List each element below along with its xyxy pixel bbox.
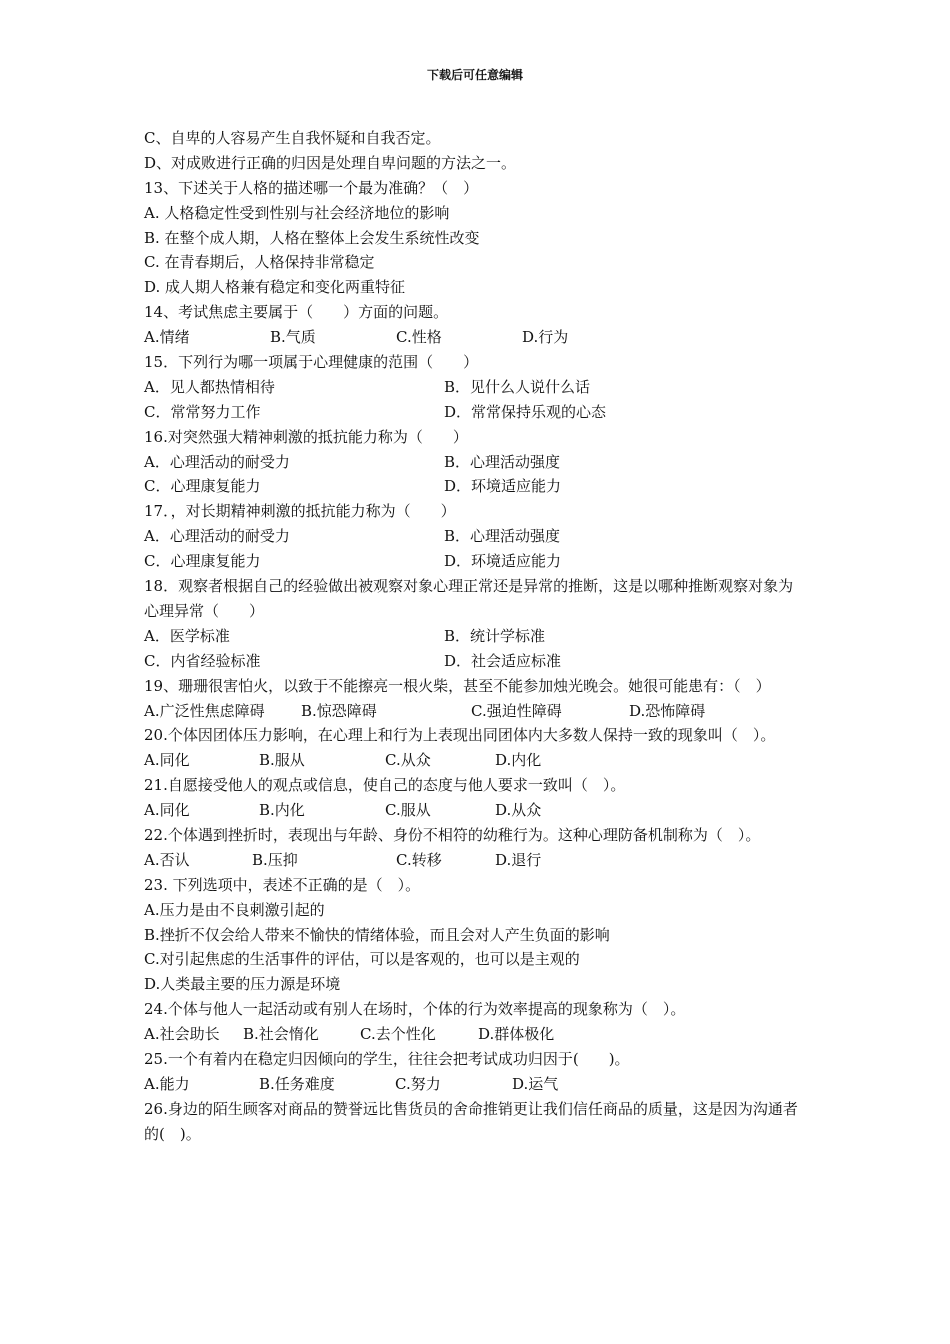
q20-option-b: B.服从 <box>259 751 305 770</box>
q16-option-a: A．心理活动的耐受力 <box>144 452 290 471</box>
q17-option-a: A．心理活动的耐受力 <box>144 527 290 546</box>
q25-option-c: C.努力 <box>395 1074 441 1093</box>
q16-option-d: D．环境适应能力 <box>444 477 562 496</box>
q16-options-row-2 <box>144 474 808 499</box>
q14-option-c: C.性格 <box>396 328 442 347</box>
q23-option-c: C.对引起焦虑的生活事件的评估，可以是客观的，也可以是主观的 <box>144 950 580 969</box>
statement-d: D、对成败进行正确的归因是处理自卑问题的方法之一。 <box>144 153 517 172</box>
q24-options <box>144 1022 808 1047</box>
q21-option-c: C.服从 <box>385 801 431 820</box>
q25-options <box>144 1072 808 1097</box>
question-26: 26.身边的陌生顾客对商品的赞誉远比售货员的舍命推销更让我们信任商品的质量，这是因为沟通者的( )。 <box>144 1099 798 1143</box>
q22-option-a: A.否认 <box>144 850 190 869</box>
q22-options <box>144 848 808 873</box>
q16-option-c: C．心理康复能力 <box>144 477 261 496</box>
question-18: 18．观察者根据自己的经验做出被观察对象心理正常还是异常的推断，这是以哪种推断观察对象为心理异常（ ） <box>144 577 794 620</box>
q25-option-b: B.任务难度 <box>259 1074 335 1093</box>
q21-option-d: D.从众 <box>495 801 542 820</box>
q18-option-d: D．社会适应标准 <box>444 651 562 670</box>
question-16: 16.对突然强大精神刺激的抵抗能力称为（ ） <box>144 427 468 446</box>
q23-option-d: D.人类最主要的压力源是环境 <box>144 975 341 994</box>
q25-option-d: D.运气 <box>512 1074 559 1093</box>
question-23: 23. 下列选项中，表述不正确的是（ ）。 <box>144 875 421 894</box>
q21-option-b: B.内化 <box>259 801 305 820</box>
q18-option-a: A．医学标准 <box>144 626 230 645</box>
q19-option-d: D.恐怖障碍 <box>629 701 706 720</box>
q16-option-b: B．心理活动强度 <box>444 452 561 471</box>
q19-option-b: B.惊恐障碍 <box>301 701 377 720</box>
q22-option-c: C.转移 <box>396 850 442 869</box>
q15-option-c: C．常常努力工作 <box>144 402 261 421</box>
q18-option-b: B．统计学标准 <box>444 626 546 645</box>
q20-option-a: A.同化 <box>144 751 190 770</box>
q21-options <box>144 798 808 823</box>
q22-option-d: D.退行 <box>495 850 542 869</box>
q14-options <box>144 325 808 350</box>
statement-c: C、自卑的人容易产生自我怀疑和自我否定。 <box>144 129 441 147</box>
document-body <box>144 126 808 1147</box>
q14-option-a: A.情绪 <box>144 328 190 347</box>
question-17: 17．，对长期精神刺激的抵抗能力称为（ ） <box>144 502 456 521</box>
q20-options <box>144 748 808 773</box>
q17-option-d: D．环境适应能力 <box>444 552 562 571</box>
q17-options-row-2 <box>144 549 808 574</box>
q20-option-c: C.从众 <box>385 751 431 770</box>
q17-options-row-1 <box>144 524 808 549</box>
q13-option-a: A. 人格稳定性受到性别与社会经济地位的影响 <box>144 203 450 222</box>
q23-option-b: B.挫折不仅会给人带来不愉快的情绪体验，而且会对人产生负面的影响 <box>144 925 610 944</box>
question-24: 24.个体与他人一起活动或有别人在场时，个体的行为效率提高的现象称为（ ）。 <box>144 1000 686 1019</box>
q14-option-d: D.行为 <box>522 328 569 347</box>
q24-option-b: B.社会惰化 <box>243 1025 319 1044</box>
q19-options <box>144 699 808 724</box>
q23-option-a: A.压力是由不良刺激引起的 <box>144 900 325 919</box>
q24-option-c: C.去个性化 <box>360 1025 436 1044</box>
q15-options-row-2 <box>144 400 808 425</box>
question-22: 22.个体遇到挫折时，表现出与年龄、身份不相符的幼稚行为。这种心理防备机制称为（ ）。 <box>144 826 761 844</box>
q16-options-row-1 <box>144 450 808 475</box>
q18-option-c: C．内省经验标准 <box>144 651 261 670</box>
q15-options-row-1 <box>144 375 808 400</box>
question-25: 25.一个有着内在稳定归因倾向的学生，往往会把考试成功归因于( )。 <box>144 1050 630 1069</box>
q13-option-b: B. 在整个成人期，人格在整体上会发生系统性改变 <box>144 228 480 247</box>
question-19: 19、珊珊很害怕火，以致于不能擦亮一根火柴，甚至不能参加烛光晚会。她很可能患有：（ ） <box>144 676 771 695</box>
q19-option-c: C.强迫性障碍 <box>471 701 562 720</box>
q18-options-row-2 <box>144 649 808 674</box>
q17-option-c: C．心理康复能力 <box>144 552 261 571</box>
page-header: 下载后可任意编辑 <box>426 68 523 82</box>
q13-option-d: D. 成人期人格兼有稳定和变化两重特征 <box>144 278 406 297</box>
question-15: 15．下列行为哪一项属于心理健康的范围（ ） <box>144 353 479 372</box>
q18-options-row-1 <box>144 624 808 649</box>
question-20: 20.个体因团体压力影响，在心理上和行为上表现出同团体内大多数人保持一致的现象叫（ ）。 <box>144 726 776 745</box>
q22-option-b: B.压抑 <box>252 850 298 869</box>
q21-option-a: A.同化 <box>144 801 190 820</box>
q13-option-c: C. 在青春期后，人格保持非常稳定 <box>144 253 375 272</box>
q19-option-a: A.广泛性焦虑障碍 <box>144 701 265 720</box>
q25-option-a: A.能力 <box>144 1074 190 1093</box>
q14-option-b: B.气质 <box>270 328 316 347</box>
question-14: 14、考试焦虑主要属于（ ）方面的问题。 <box>144 303 449 322</box>
q15-option-a: A．见人都热情相待 <box>144 377 275 396</box>
q15-option-b: B．见什么人说什么话 <box>444 377 591 396</box>
q24-option-a: A.社会助长 <box>144 1025 220 1044</box>
q24-option-d: D.群体极化 <box>478 1025 555 1044</box>
q20-option-d: D.内化 <box>495 751 542 770</box>
question-13: 13、下述关于人格的描述哪一个最为准确？（ ） <box>144 178 479 197</box>
q15-option-d: D．常常保持乐观的心态 <box>444 402 607 421</box>
q17-option-b: B．心理活动强度 <box>444 527 561 546</box>
question-21: 21.自愿接受他人的观点或信息，使自己的态度与他人要求一致叫（ ）。 <box>144 776 626 795</box>
